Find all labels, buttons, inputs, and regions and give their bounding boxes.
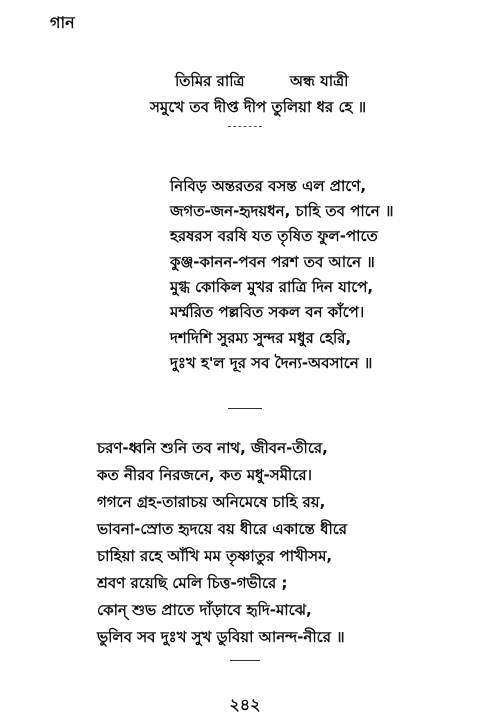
stanza-1-line-4: কুঞ্জ-কানন-পবন পরশ তব আনে ॥: [170, 253, 375, 271]
stanza-2-line-2: কত নীরব নিরজনে, কত মধু-সমীরে।: [97, 466, 312, 484]
stanza-2-line-4: ভাবনা-স্রোত হৃদয়ে বয় ধীরে একান্তে ধীরে: [97, 520, 348, 538]
stanza-1-line-5: মুগ্ধ কোকিল মুখর রাত্রি দিন যাপে,: [170, 278, 374, 296]
page-number: ২৪২: [229, 695, 261, 714]
subtitle-right: অন্ধ যাত্রী: [290, 72, 349, 90]
stanza-2-line-8: ভুলিব সব দুঃখ সুখ ডুবিয়া আনন্দ-নীরে ॥: [97, 628, 345, 646]
stanza-2-line-6: শ্রবণ রয়েছি মেলি চিত্ত-গভীরে ;: [97, 574, 288, 592]
divider-3: [230, 660, 260, 661]
intro-line: সমুখে তব দীপ্ত দীপ তুলিয়া ধর হে ॥: [150, 98, 367, 116]
stanza-2-line-3: গগনে গ্রহ-তারাচয় অনিমেষে চাহি রয়,: [97, 493, 326, 511]
stanza-1-line-2: জগত-জন-হৃদয়ধন, চাহি তব পানে ॥: [170, 202, 394, 220]
stanza-2-line-1: চরণ-ধ্বনি শুনি তব নাথ, জীবন-তীরে,: [97, 439, 328, 457]
stanza-2-line-7: কোন্ শুভ প্রাতে দাঁড়াবে হৃদি-মাঝে,: [97, 601, 312, 619]
stanza-1-line-1: নিবিড় অন্তরতর বসন্ত এল প্রাণে,: [170, 177, 367, 195]
stanza-2-line-5: চাহিয়া রহে আঁখি মম তৃষ্ণাতুর পাখীসম,: [97, 547, 333, 565]
stanza-1-line-8: দুঃখ হ'ল দূর সব দৈন্য-অবসানে ॥: [170, 354, 373, 372]
divider-1: [228, 126, 262, 127]
stanza-1-line-6: মর্ম্মরিত পল্লবিত সকল বন কাঁপে।: [170, 303, 365, 321]
divider-2: [228, 408, 262, 409]
page-header-title: গান: [50, 13, 75, 32]
stanza-1-line-7: দশদিশি সুরম্য সুন্দর মধুর হেরি,: [170, 329, 352, 347]
stanza-1-line-3: হরষরস বরষি যত তৃষিত ফুল-পাতে: [170, 227, 378, 245]
subtitle-left: তিমির রাত্রি: [175, 72, 245, 90]
